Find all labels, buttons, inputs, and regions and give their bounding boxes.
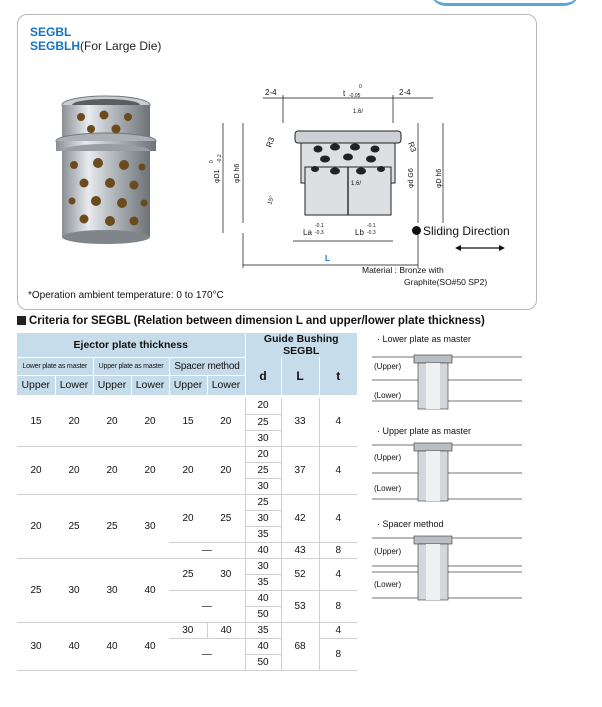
cell-spacer-dash: —: [169, 542, 245, 558]
product-code-segblh: SEGBLH: [30, 39, 81, 53]
dim-chamfer-left: 2-4: [265, 88, 277, 97]
d-h6-left: φD h6: [234, 163, 241, 183]
cell-spacer-upper: 25: [169, 558, 207, 590]
header-upper: Upper: [169, 375, 207, 395]
l-label: L: [325, 254, 330, 263]
header-lower: Lower: [131, 375, 169, 395]
cell-spacer-dash: —: [169, 590, 245, 622]
header-guide: Guide Bushing SEGBL: [245, 333, 357, 357]
cell-L: 52: [281, 558, 319, 590]
table-row: [17, 494, 357, 510]
product-title: [30, 25, 161, 53]
dim-t-tol-bot: -0.05: [349, 93, 361, 99]
la-label: La: [303, 228, 312, 237]
cell-lower-master-upper: 20: [17, 446, 55, 494]
r3-right: R3: [406, 140, 419, 154]
d1-tol-top: 0: [209, 160, 215, 163]
cell-upper-master-upper: 40: [93, 622, 131, 670]
cell-lower-master-lower: 30: [55, 558, 93, 622]
header-upper: Upper: [93, 375, 131, 395]
lower-master-title: · Lower plate as master: [377, 334, 472, 344]
header-lower-master: Lower plate as master: [17, 357, 93, 375]
cell-upper-master-lower: 40: [131, 622, 169, 670]
header-lower: Lower: [207, 375, 245, 395]
bullet-icon: [412, 226, 421, 235]
cell-upper-master-lower: 20: [131, 446, 169, 494]
cell-d: 25: [245, 462, 281, 478]
d-g6: φd G6: [408, 168, 415, 188]
dim-t-tol-top: 0: [359, 84, 362, 90]
cell-L: 33: [281, 398, 319, 446]
finish-top: 1.6/: [353, 109, 364, 115]
material-info: [362, 264, 487, 288]
table-row: [17, 398, 357, 414]
cell-L: 53: [281, 590, 319, 622]
cell-spacer-lower: 30: [207, 558, 245, 590]
cell-upper-master-upper: 30: [93, 558, 131, 622]
d1-tol-bot: -0.2: [217, 154, 223, 163]
cell-lower-master-upper: 20: [17, 494, 55, 558]
header-d: d: [245, 357, 281, 395]
cell-t: 4: [319, 558, 357, 590]
sliding-direction-label: Sliding Direction: [423, 224, 510, 238]
table-row: [17, 622, 357, 638]
cell-d: 30: [245, 478, 281, 494]
lb-tol-top: -0.1: [367, 223, 376, 229]
cell-d: 50: [245, 654, 281, 670]
cell-t: 8: [319, 638, 357, 670]
angle-15: 15°: [267, 195, 276, 206]
square-bullet-icon: [17, 316, 26, 325]
cell-lower-master-lower: 20: [55, 398, 93, 446]
double-arrow-icon: [455, 244, 505, 252]
cell-d: 30: [245, 558, 281, 574]
cell-spacer-upper: 20: [169, 494, 207, 542]
cell-t: 4: [319, 622, 357, 638]
cell-upper-master-upper: 20: [93, 398, 131, 446]
material-line1: Material : Bronze with: [362, 265, 444, 275]
cell-L: 37: [281, 446, 319, 494]
upper-label: (Upper): [374, 547, 402, 556]
cell-t: 4: [319, 494, 357, 542]
lower-label: (Lower): [374, 484, 402, 493]
upper-label: (Upper): [374, 362, 402, 371]
cell-upper-master-lower: 40: [131, 558, 169, 622]
d1-label: φD1: [214, 169, 221, 183]
cell-L: 43: [281, 542, 319, 558]
table-row: [17, 446, 357, 462]
criteria-title-text: Criteria for SEGBL (Relation between dimension L and upper/lower plate thickness): [29, 315, 485, 327]
cell-L: 68: [281, 622, 319, 670]
operation-temperature: *Operation ambient temperature: 0 to 170°C: [28, 290, 224, 301]
cell-d: 20: [245, 446, 281, 462]
cell-d: 25: [245, 414, 281, 430]
cell-L: 42: [281, 494, 319, 542]
cell-d: 30: [245, 430, 281, 446]
r3-left: R3: [264, 135, 277, 149]
cell-d: 35: [245, 526, 281, 542]
cell-t: 4: [319, 446, 357, 494]
cell-t: 8: [319, 542, 357, 558]
bushing-photo: [46, 95, 166, 245]
d-h6-right: φD h6: [436, 168, 443, 188]
upper-master-title: · Upper plate as master: [377, 426, 472, 436]
upper-label: (Upper): [374, 453, 402, 462]
lower-label: (Lower): [374, 580, 402, 589]
cell-d: 25: [245, 494, 281, 510]
cell-d: 20: [245, 398, 281, 414]
cell-d: 35: [245, 622, 281, 638]
header-ejector: Ejector plate thickness: [17, 333, 245, 357]
lb-tol-bot: -0.3: [367, 230, 376, 236]
cell-spacer-upper: 20: [169, 446, 207, 494]
cell-spacer-upper: 15: [169, 398, 207, 446]
cell-lower-master-lower: 25: [55, 494, 93, 558]
criteria-table: [17, 333, 357, 671]
cell-upper-master-upper: 25: [93, 494, 131, 558]
spacer-title: · Spacer method: [377, 519, 444, 529]
cell-lower-master-lower: 20: [55, 446, 93, 494]
cell-upper-master-upper: 20: [93, 446, 131, 494]
cell-spacer-lower: 20: [207, 446, 245, 494]
la-tol-bot: -0.3: [315, 230, 324, 236]
la-tol-top: -0.1: [315, 223, 324, 229]
cell-upper-master-lower: 20: [131, 398, 169, 446]
lb-label: Lb: [355, 228, 364, 237]
cell-upper-master-lower: 30: [131, 494, 169, 558]
upper-master-diagram: [372, 437, 522, 517]
header-upper-master: Upper plate as master: [93, 357, 169, 375]
cell-spacer-upper: 30: [169, 622, 207, 638]
cell-d: 50: [245, 606, 281, 622]
spacer-diagram: [372, 532, 522, 612]
dim-chamfer-right: 2-4: [399, 88, 411, 97]
finish-bore: 1.6/: [351, 181, 362, 187]
cell-spacer-lower: 25: [207, 494, 245, 542]
header-decoration: [430, 0, 580, 6]
cell-spacer-lower: 20: [207, 398, 245, 446]
cell-lower-master-lower: 40: [55, 622, 93, 670]
cell-lower-master-upper: 25: [17, 558, 55, 622]
cell-spacer-lower: 40: [207, 622, 245, 638]
table-row: [17, 558, 357, 574]
cell-d: 40: [245, 542, 281, 558]
header-t: t: [319, 357, 357, 395]
criteria-title: [17, 315, 485, 327]
lower-master-diagram: [372, 345, 522, 425]
header-lower: Lower: [55, 375, 93, 395]
cell-t: 4: [319, 398, 357, 446]
dim-t: t: [343, 89, 346, 98]
lower-label: (Lower): [374, 391, 402, 400]
header-L: L: [281, 357, 319, 395]
cell-d: 40: [245, 638, 281, 654]
cell-lower-master-upper: 30: [17, 622, 55, 670]
cell-t: 8: [319, 590, 357, 622]
header-spacer: Spacer method: [169, 357, 245, 375]
cell-lower-master-upper: 15: [17, 398, 55, 446]
product-code-suffix: (For Large Die): [80, 39, 162, 53]
cell-d: 35: [245, 574, 281, 590]
product-code-segbl: SEGBL: [30, 25, 72, 39]
technical-drawing: [203, 83, 463, 273]
sliding-direction: [412, 224, 510, 238]
cell-d: 30: [245, 510, 281, 526]
material-line2: Graphite(SO#50 SP2): [404, 277, 488, 287]
cell-d: 40: [245, 590, 281, 606]
header-upper: Upper: [17, 375, 55, 395]
cell-spacer-dash: —: [169, 638, 245, 670]
